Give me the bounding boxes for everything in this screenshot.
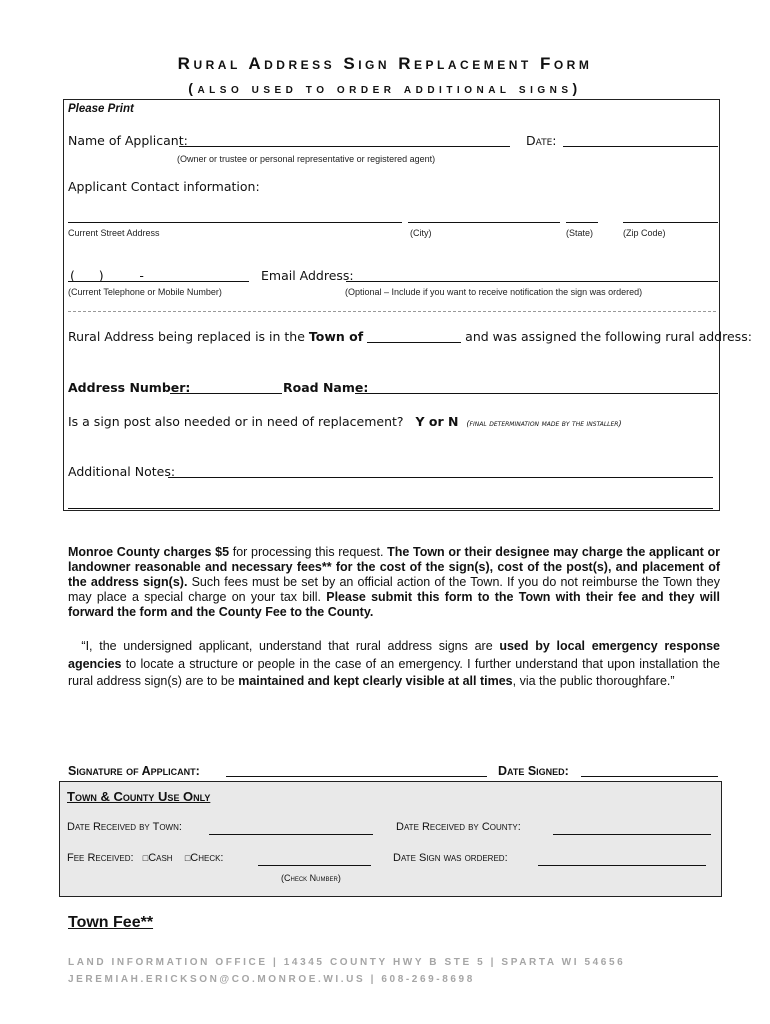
- fee-received-label: Fee Received:: [67, 852, 134, 864]
- town-of-label: Town of: [308, 329, 364, 344]
- date-county-input[interactable]: [553, 834, 711, 835]
- notes-label: Additional Notes:: [68, 464, 176, 479]
- state-input[interactable]: [566, 222, 598, 223]
- replaced-address-line: [68, 329, 752, 344]
- fee-paragraph: [68, 545, 720, 620]
- phone-input[interactable]: [68, 281, 249, 282]
- city-label: (City): [410, 228, 432, 238]
- address-number-input[interactable]: [170, 393, 282, 394]
- notes-input-line-2[interactable]: [68, 508, 713, 509]
- submit-instruction: Please submit this form to the Town with their fee and they will forward the form and the County Fee to the County.: [68, 590, 720, 619]
- date-input[interactable]: [563, 146, 718, 147]
- replaced-prefix: Rural Address being replaced is in the: [68, 329, 305, 344]
- check-number-input[interactable]: [258, 865, 371, 866]
- town-input[interactable]: [367, 342, 461, 343]
- name-input[interactable]: [179, 146, 510, 147]
- zip-input[interactable]: [623, 222, 718, 223]
- installer-note: (final determination made by the installer): [466, 419, 622, 428]
- date-county-label: Date Received by County:: [396, 821, 521, 833]
- town-fee-text: The Town or their designee may charge the applicant or landowner reasonable and necessary fees** for the cost of the sign(s), cost of the post(s), and placement of the address sign(s).: [68, 545, 720, 589]
- date-ordered-label: Date Sign was ordered:: [393, 852, 508, 864]
- check-number-label: (Check Number): [281, 873, 341, 883]
- email-label: Email Address:: [261, 268, 354, 283]
- please-print-note: Please Print: [68, 103, 134, 115]
- signature-input[interactable]: [226, 776, 487, 777]
- date-signed-input[interactable]: [581, 776, 718, 777]
- post-question-line: [68, 414, 622, 429]
- footer-contact: JEREMIAH.ERICKSON@CO.MONROE.WI.US | 608-269-8698: [68, 974, 475, 985]
- notes-input-line-1[interactable]: [168, 477, 713, 478]
- dashed-divider: [68, 311, 716, 312]
- county-charge: Monroe County charges $5: [68, 545, 230, 559]
- fee-details: Such fees must be set by an official action of the Town. If you do not reimburse the Town they may place a special charge on your tax bill.: [68, 575, 720, 604]
- phone-template: ( ) -: [70, 268, 144, 283]
- check-checkbox[interactable]: □: [184, 853, 191, 863]
- form-title: Rural Address Sign Replacement Form: [177, 54, 593, 73]
- y-or-n-option[interactable]: Y or N: [415, 414, 459, 429]
- city-input[interactable]: [408, 222, 560, 223]
- town-fee-heading: Town Fee**: [68, 914, 154, 931]
- footer-address: LAND INFORMATION OFFICE | 14345 COUNTY HWY B STE 5 | SPARTA WI 54656: [68, 957, 626, 968]
- name-hint: (Owner or trustee or personal representative or registered agent): [177, 154, 436, 164]
- form-subtitle: (also used to order additional signs): [188, 80, 582, 96]
- ack-part-3: , via the public thoroughfare.”: [512, 674, 675, 688]
- date-town-label: Date Received by Town:: [67, 821, 182, 833]
- processing-text: for processing this request.: [229, 545, 388, 559]
- check-label: Check:: [190, 852, 224, 864]
- office-use-heading: Town & County Use Only: [67, 789, 211, 804]
- date-signed-label: Date Signed:: [498, 764, 569, 778]
- date-ordered-input[interactable]: [538, 865, 706, 866]
- signature-label: Signature of Applicant:: [68, 764, 200, 778]
- ack-part-2: to locate a structure or people in the case of an emergency. I further understand that upon installation the rural address sign(s) are to be: [68, 656, 720, 688]
- replaced-suffix: and was assigned the following rural address:: [465, 329, 752, 344]
- date-town-input[interactable]: [209, 834, 373, 835]
- date-label: Date:: [526, 133, 557, 148]
- street-label: Current Street Address: [68, 228, 160, 238]
- road-name-input[interactable]: [355, 393, 718, 394]
- street-input[interactable]: [68, 222, 402, 223]
- state-label: (State): [566, 228, 594, 238]
- fee-received-row: [67, 852, 224, 864]
- ack-emergency: used by local emergency response agencies: [68, 639, 720, 671]
- ack-visible: maintained and kept clearly visible at all times: [238, 674, 513, 688]
- email-input[interactable]: [346, 281, 718, 282]
- post-question: Is a sign post also needed or in need of replacement?: [68, 414, 404, 429]
- cash-label: Cash: [148, 852, 173, 864]
- ack-part-1: “I, the undersigned applicant, understand that rural address signs are: [68, 639, 500, 653]
- email-hint: (Optional – Include if you want to receive notification the sign was ordered): [345, 287, 643, 297]
- acknowledgement-paragraph: [68, 638, 720, 691]
- zip-label: (Zip Code): [623, 228, 666, 238]
- phone-hint: (Current Telephone or Mobile Number): [68, 287, 222, 297]
- address-number-label: Address Number:: [68, 380, 191, 395]
- cash-checkbox[interactable]: □: [142, 853, 149, 863]
- contact-label: Applicant Contact information:: [68, 179, 260, 194]
- road-name-label: Road Name:: [283, 380, 369, 395]
- name-label: Name of Applicant:: [68, 133, 188, 148]
